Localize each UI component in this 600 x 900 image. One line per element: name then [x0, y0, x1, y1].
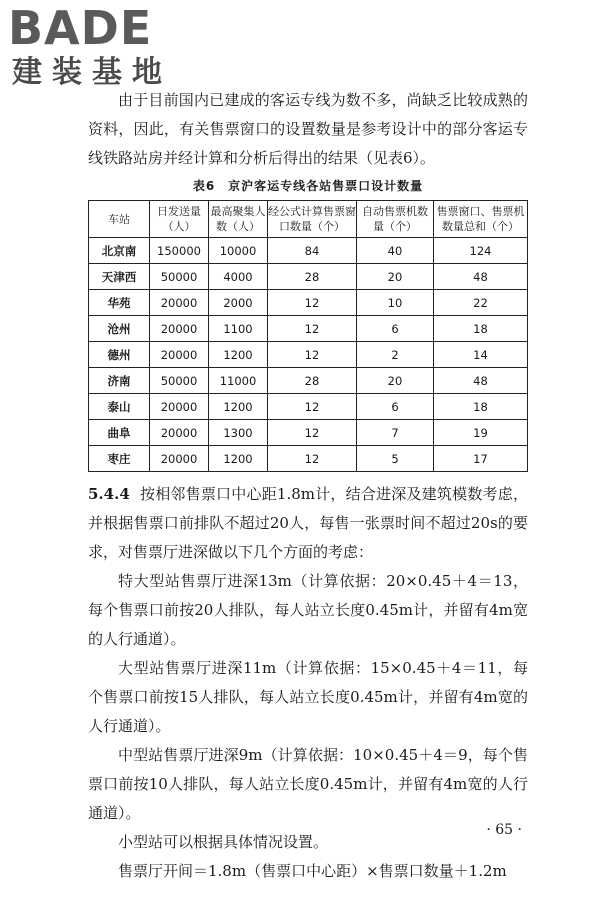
station-cell: 济南 [89, 368, 150, 394]
station-cell: 沧州 [89, 316, 150, 342]
value-cell: 20000 [150, 290, 209, 316]
table-row [89, 446, 528, 472]
header-peak-gathering: 最高聚集人数（人） [209, 201, 268, 238]
value-cell: 17 [434, 446, 528, 472]
value-cell: 20000 [150, 420, 209, 446]
value-cell: 4000 [209, 264, 268, 290]
value-cell: 20000 [150, 342, 209, 368]
station-cell: 北京南 [89, 238, 150, 264]
section-number: 5.4.4 [88, 485, 130, 503]
paragraph-medium-station: 中型站售票厅进深9m（计算依据：10×0.45＋4＝9，每个售票口前按10人排队，每人站立长度0.45m计，并留有4m宽的人行通道）。 [88, 746, 528, 822]
value-cell: 12 [268, 342, 357, 368]
value-cell: 84 [268, 238, 357, 264]
value-cell: 150000 [150, 238, 209, 264]
value-cell: 20000 [150, 394, 209, 420]
table-header-row [89, 201, 528, 238]
header-calculated-windows: 经公式计算售票窗口数量（个） [268, 201, 357, 238]
value-cell: 12 [268, 446, 357, 472]
paragraph-large-station: 大型站售票厅进深11m（计算依据：15×0.45＋4＝11，每个售票口前按15人排队，每人站立长度0.45m计，并留有4m宽的人行通道）。 [88, 659, 528, 735]
value-cell: 28 [268, 368, 357, 394]
value-cell: 28 [268, 264, 357, 290]
value-cell: 40 [357, 238, 434, 264]
value-cell: 50000 [150, 368, 209, 394]
station-cell: 曲阜 [89, 420, 150, 446]
header-daily-departures: 日发送量（人） [150, 201, 209, 238]
value-cell: 6 [357, 316, 434, 342]
table-row [89, 394, 528, 420]
table-row [89, 420, 528, 446]
value-cell: 5 [357, 446, 434, 472]
value-cell: 1100 [209, 316, 268, 342]
value-cell: 18 [434, 394, 528, 420]
value-cell: 10 [357, 290, 434, 316]
table-row [89, 342, 528, 368]
value-cell: 18 [434, 316, 528, 342]
table-row [89, 238, 528, 264]
value-cell: 20000 [150, 446, 209, 472]
value-cell: 12 [268, 290, 357, 316]
value-cell: 10000 [209, 238, 268, 264]
header-auto-machines: 自动售票机数量（个） [357, 201, 434, 238]
intro-paragraph: 由于目前国内已建成的客运专线为数不多，尚缺乏比较成熟的资料，因此，有关售票窗口的设置数量是参考设计中的部分客运专线铁路站房并经计算和分析后得出的结果（见表6）。 [88, 91, 528, 167]
value-cell: 1300 [209, 420, 268, 446]
table-row [89, 290, 528, 316]
station-cell: 枣庄 [89, 446, 150, 472]
logo [8, 1, 178, 90]
page-number: · 65 · [486, 822, 522, 838]
value-cell: 11000 [209, 368, 268, 394]
ticket-window-table [88, 200, 528, 472]
value-cell: 1200 [209, 446, 268, 472]
value-cell: 20 [357, 368, 434, 394]
value-cell: 12 [268, 316, 357, 342]
value-cell: 20000 [150, 316, 209, 342]
value-cell: 124 [434, 238, 528, 264]
paragraph-extra-large-station: 特大型站售票厅进深13m（计算依据：20×0.45＋4＝13，每个售票口前按20人排队，每人站立长度0.45m计，并留有4m宽的人行通道）。 [88, 572, 528, 648]
value-cell: 20 [357, 264, 434, 290]
header-total: 售票窗口、售票机数量总和（个） [434, 201, 528, 238]
value-cell: 22 [434, 290, 528, 316]
logo-brand: BADE [8, 1, 153, 55]
paragraph-small-station: 小型站可以根据具体情况设置。 [118, 833, 329, 851]
value-cell: 14 [434, 342, 528, 368]
page-content [88, 86, 528, 886]
table-row [89, 264, 528, 290]
station-cell: 华苑 [89, 290, 150, 316]
value-cell: 1200 [209, 342, 268, 368]
header-station: 车站 [89, 201, 150, 238]
value-cell: 19 [434, 420, 528, 446]
table-row [89, 368, 528, 394]
logo-subtitle: 建装基地 [12, 55, 172, 90]
value-cell: 48 [434, 264, 528, 290]
value-cell: 2 [357, 342, 434, 368]
table-row [89, 316, 528, 342]
station-cell: 德州 [89, 342, 150, 368]
paragraph-hall-width: 售票厅开间＝1.8m（售票口中心距）×售票口数量＋1.2m [118, 862, 507, 880]
value-cell: 2000 [209, 290, 268, 316]
value-cell: 12 [268, 394, 357, 420]
value-cell: 1200 [209, 394, 268, 420]
section-text: 按相邻售票口中心距1.8m计，结合进深及建筑模数考虑，并根据售票口前排队不超过20人，每售一张票时间不超过20s的要求，对售票厅进深做以下几个方面的考虑： [88, 485, 528, 561]
station-cell: 天津西 [89, 264, 150, 290]
value-cell: 48 [434, 368, 528, 394]
value-cell: 12 [268, 420, 357, 446]
value-cell: 6 [357, 394, 434, 420]
table-caption: 表6 京沪客运专线各站售票口设计数量 [192, 179, 424, 193]
value-cell: 7 [357, 420, 434, 446]
station-cell: 泰山 [89, 394, 150, 420]
value-cell: 50000 [150, 264, 209, 290]
section-5-4-4 [88, 480, 528, 567]
